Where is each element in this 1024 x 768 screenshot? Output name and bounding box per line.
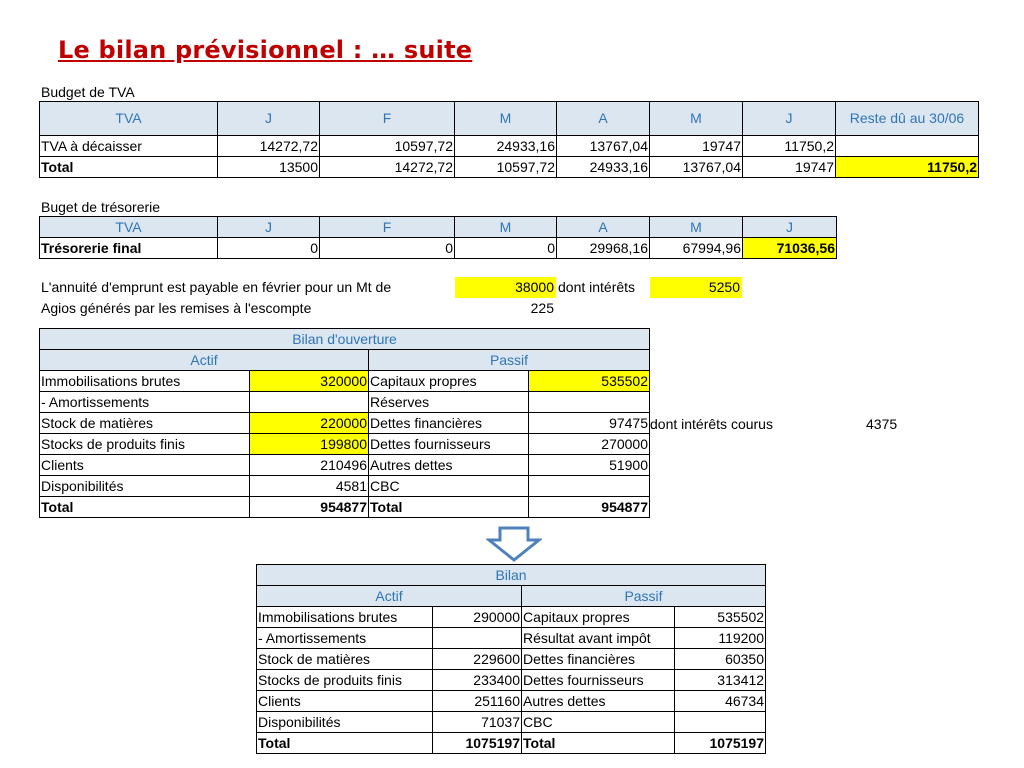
treso-header-cell: TVA — [40, 217, 218, 238]
row-label: Disponibilités — [257, 712, 433, 733]
interest-label: dont intérêts — [558, 279, 636, 295]
table-cell: 24933,16 — [455, 136, 557, 157]
side-note-label: dont intérêts courus — [650, 416, 773, 432]
agios-value: 225 — [530, 300, 554, 316]
row-label: TVA à décaisser — [40, 136, 218, 157]
table-cell: 13767,04 — [557, 136, 650, 157]
table-cell: 71037 — [433, 712, 522, 733]
table-cell — [250, 392, 369, 413]
tva-header-cell: M — [455, 102, 557, 136]
table-cell: 229600 — [433, 649, 522, 670]
table-cell: 13767,04 — [650, 157, 743, 178]
table-cell: 10597,72 — [455, 157, 557, 178]
table-cell: 51900 — [529, 455, 650, 476]
table-cell: 954877 — [250, 497, 369, 518]
row-label: Stocks de produits finis — [257, 670, 433, 691]
table-cell — [529, 392, 650, 413]
tva-header-cell: TVA — [40, 102, 218, 136]
table-cell — [836, 136, 979, 157]
row-label: Total — [40, 497, 250, 518]
bilan-title: Bilan — [257, 565, 766, 586]
table-row — [40, 476, 650, 497]
table-cell: 19747 — [743, 157, 836, 178]
opening-balance-table — [39, 328, 650, 518]
table-row — [40, 371, 650, 392]
table-cell — [675, 712, 766, 733]
row-label: Total — [522, 733, 675, 754]
table-cell: 233400 — [433, 670, 522, 691]
row-label: CBC — [369, 476, 529, 497]
tva-caption: Budget de TVA — [41, 84, 135, 100]
row-label: Stock de matières — [40, 413, 250, 434]
row-label: Autres dettes — [369, 455, 529, 476]
row-label: - Amortissements — [257, 628, 433, 649]
row-label: - Amortissements — [40, 392, 250, 413]
table-cell: 13500 — [218, 157, 320, 178]
page-title: Le bilan prévisionnel : … suite — [58, 36, 473, 64]
opening-actif-header: Actif — [40, 350, 369, 371]
row-label: Trésorerie final — [40, 238, 218, 259]
table-row — [40, 434, 650, 455]
table-row — [40, 413, 650, 434]
tva-header-cell: J — [743, 102, 836, 136]
table-cell: 29968,16 — [557, 238, 650, 259]
table-row — [257, 733, 766, 754]
row-label: Capitaux propres — [369, 371, 529, 392]
table-row — [40, 497, 650, 518]
table-cell: 14272,72 — [320, 157, 455, 178]
table-cell: 0 — [455, 238, 557, 259]
agios-label: Agios générés par les remises à l'escompte — [41, 300, 312, 316]
opening-passif-header: Passif — [369, 350, 650, 371]
tva-header-cell: M — [650, 102, 743, 136]
table-cell: 14272,72 — [218, 136, 320, 157]
bilan-passif-header: Passif — [522, 586, 766, 607]
table-cell: 67994,96 — [650, 238, 743, 259]
table-cell: 60350 — [675, 649, 766, 670]
table-cell: 24933,16 — [557, 157, 650, 178]
table-row — [257, 628, 766, 649]
table-cell: 210496 — [250, 455, 369, 476]
treso-header-cell: A — [557, 217, 650, 238]
table-cell: 290000 — [433, 607, 522, 628]
tva-header-cell: A — [557, 102, 650, 136]
row-label: Clients — [257, 691, 433, 712]
row-label: Dettes financières — [522, 649, 675, 670]
treso-caption: Buget de trésorerie — [41, 199, 161, 215]
table-cell: 0 — [218, 238, 320, 259]
table-cell: 10597,72 — [320, 136, 455, 157]
row-label: Stocks de produits finis — [40, 434, 250, 455]
row-label: Immobilisations brutes — [257, 607, 433, 628]
table-cell: 320000 — [250, 371, 369, 392]
row-label: Immobilisations brutes — [40, 371, 250, 392]
table-row — [40, 157, 979, 178]
row-label: Disponibilités — [40, 476, 250, 497]
row-label: Autres dettes — [522, 691, 675, 712]
table-cell: 1075197 — [675, 733, 766, 754]
table-cell: 97475 — [529, 413, 650, 434]
table-cell: 535502 — [675, 607, 766, 628]
treso-header-cell: J — [743, 217, 837, 238]
treso-header-cell: M — [650, 217, 743, 238]
table-cell — [529, 476, 650, 497]
row-label: Dettes financières — [369, 413, 529, 434]
row-label: Clients — [40, 455, 250, 476]
table-cell: 46734 — [675, 691, 766, 712]
table-row — [257, 712, 766, 733]
row-label: Total — [257, 733, 433, 754]
row-label: Capitaux propres — [522, 607, 675, 628]
table-cell: 251160 — [433, 691, 522, 712]
treso-header-cell: J — [218, 217, 320, 238]
table-row — [257, 670, 766, 691]
side-note-value: 4375 — [866, 416, 898, 432]
table-row — [257, 649, 766, 670]
table-cell: 220000 — [250, 413, 369, 434]
table-row — [40, 392, 650, 413]
interest-value: 5250 — [650, 277, 742, 298]
row-label: Réserves — [369, 392, 529, 413]
table-row — [257, 691, 766, 712]
treso-header-cell: F — [320, 217, 455, 238]
tva-header-cell: J — [218, 102, 320, 136]
table-row — [40, 238, 837, 259]
tva-header-cell: Reste dû au 30/06 — [836, 102, 979, 136]
table-row — [257, 607, 766, 628]
table-cell: 313412 — [675, 670, 766, 691]
table-cell: 4581 — [250, 476, 369, 497]
annuity-value: 38000 — [455, 277, 556, 298]
table-cell: 11750,2 — [743, 136, 836, 157]
highlight-cell: 11750,2 — [836, 157, 979, 178]
table-cell: 954877 — [529, 497, 650, 518]
treso-table — [39, 216, 837, 259]
row-label: Dettes fournisseurs — [522, 670, 675, 691]
treso-header-cell: M — [455, 217, 557, 238]
row-label: Stock de matières — [257, 649, 433, 670]
bilan-actif-header: Actif — [257, 586, 522, 607]
tva-table — [39, 101, 979, 178]
opening-title: Bilan d'ouverture — [40, 329, 650, 350]
annuity-label: L'annuité d'emprunt est payable en février pour un Mt de — [41, 279, 392, 295]
balance-sheet-table — [256, 564, 766, 754]
table-cell — [433, 628, 522, 649]
table-cell: 270000 — [529, 434, 650, 455]
row-label: Total — [40, 157, 218, 178]
row-label: Total — [369, 497, 529, 518]
table-cell: 19747 — [650, 136, 743, 157]
highlight-cell: 71036,56 — [743, 238, 837, 259]
table-cell: 119200 — [675, 628, 766, 649]
table-cell: 535502 — [529, 371, 650, 392]
table-row — [40, 455, 650, 476]
table-row — [40, 136, 979, 157]
row-label: Dettes fournisseurs — [369, 434, 529, 455]
arrow-down-icon — [486, 526, 542, 562]
table-cell: 1075197 — [433, 733, 522, 754]
row-label: Résultat avant impôt — [522, 628, 675, 649]
table-cell: 199800 — [250, 434, 369, 455]
row-label: CBC — [522, 712, 675, 733]
table-cell: 0 — [320, 238, 455, 259]
tva-header-cell: F — [320, 102, 455, 136]
